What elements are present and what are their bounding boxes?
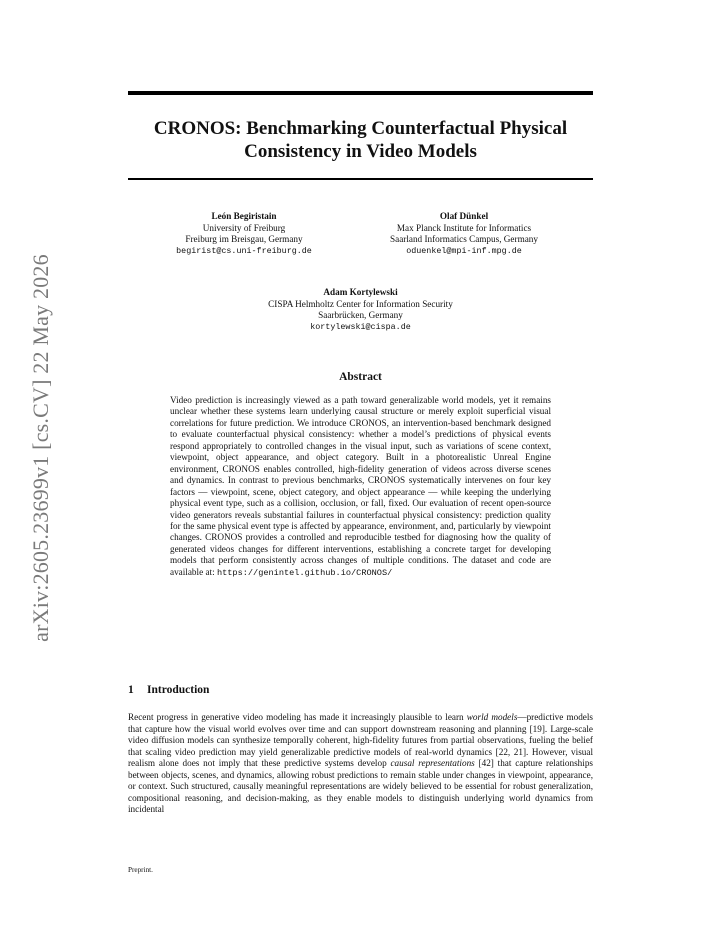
author-affiliation: Max Planck Institute for Informatics bbox=[396, 222, 532, 233]
paper-title: CRONOS: Benchmarking Counterfactual Physical Consistency in Video Models bbox=[153, 118, 568, 162]
intro-text-part: —predictive models that capture how the visual world evolves over time and can support downstream reasoning and planning [19]. Large-scale video diffusion models can synthesize temporally coherent, high-fidelity futures from partial observations, fueling the belief that scaling video prediction may yield generalizable predictive models of real-world dynamics [22, 21]. However, visual realism alone does not imply that these predictive systems develop bbox=[128, 712, 593, 769]
author-location: Saarbrücken, Germany bbox=[318, 310, 403, 320]
term-causal-representations: causal representations bbox=[390, 758, 475, 769]
author-affiliation: University of Freiburg bbox=[202, 222, 286, 233]
author-affiliation: CISPA Helmholtz Center for Information Security bbox=[268, 298, 453, 309]
title-top-rule bbox=[128, 91, 593, 95]
section-number: 1 bbox=[128, 684, 134, 696]
page-footer: Preprint. bbox=[128, 866, 153, 874]
abstract-body bbox=[170, 395, 551, 579]
author-email: begirist@cs.uni-freiburg.de bbox=[176, 245, 312, 256]
arxiv-stamp: arXiv:2605.23699v1 [cs.CV] 22 May 2026 bbox=[28, 254, 53, 642]
author-location: Saarland Informatics Campus, Germany bbox=[390, 234, 538, 244]
introduction-paragraph bbox=[128, 712, 593, 816]
intro-text-part: [42] that capture relationships between objects, scenes, and dynamics, allowing robust predictions to remain stable under changes in viewpoint, appearance, or context. Such structured, causally meaningful representations are widely believed to be essential for robust generalization, compositional reasoning, and decision-making, as they enable models to distinguish underlying world dynamics from incidental bbox=[128, 758, 593, 815]
abstract-heading: Abstract bbox=[339, 371, 382, 383]
section-title: Introduction bbox=[147, 684, 210, 696]
author-block-2 bbox=[333, 211, 595, 257]
abstract-url-link[interactable]: https://genintel.github.io/CRONOS/ bbox=[216, 567, 393, 578]
intro-text-part: Recent progress in generative video modeling has made it increasingly plausible to learn bbox=[128, 712, 464, 722]
section-heading-introduction bbox=[128, 684, 593, 696]
author-name: León Begiristain bbox=[211, 211, 277, 221]
term-world-models: world models bbox=[466, 712, 518, 722]
author-block-1 bbox=[128, 211, 360, 257]
author-email: oduenkel@mpi-inf.mpg.de bbox=[406, 245, 522, 256]
author-name: Adam Kortylewski bbox=[323, 287, 398, 297]
author-name: Olaf Dünkel bbox=[439, 211, 489, 221]
title-bottom-rule bbox=[128, 178, 593, 180]
abstract-text: Video prediction is increasingly viewed as a path toward generalizable world models, yet it remains unclear whether these systems learn underlying causal structure or merely exploit superficial visual correlations for future prediction. We introduce CRONOS, an intervention-based benchmark designed to evaluate counterfactual physical consistency: whether a model’s predictions of physical events respond appropriately to controlled changes in the visual input, such as variations of scene context, viewpoint, object appearance, and object category. Built in a photorealistic Unreal Engine environment, CRONOS enables controlled, high-fidelity generation of videos across diverse scenes and dynamics. In contrast to previous benchmarks, CRONOS systematically intervenes on four key factors — viewpoint, scene, object category, and object appearance — while keeping the underlying physical event type, such as a collision, occlusion, or fall, fixed. Our evaluation of recent open-source video generators reveals substantial failures in counterfactual physical consistency: prediction quality for the same physical event type is affected by appearance, environment, and, particularly by viewpoint changes. CRONOS provides a controlled and reproducible testbed for diagnosing how the quality of generated videos changes for different interventions, establishing a concrete target for developing models that perform consistently across changes of multiple conditions. The dataset and code are available at: bbox=[170, 395, 551, 577]
author-location: Freiburg im Breisgau, Germany bbox=[185, 234, 303, 244]
author-block-3 bbox=[128, 287, 593, 333]
author-email: kortylewski@cispa.de bbox=[310, 321, 411, 332]
